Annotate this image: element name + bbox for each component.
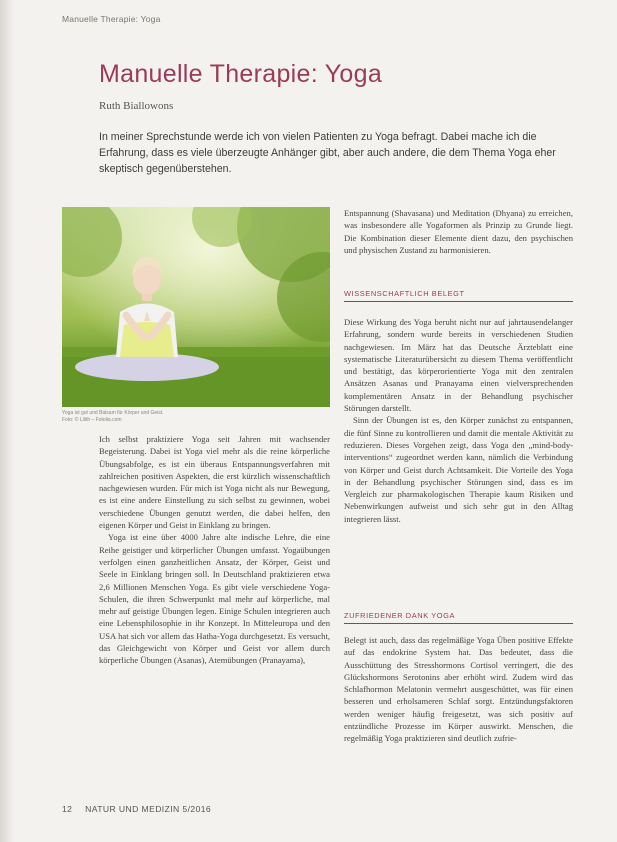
page-number: 12 [62,804,73,814]
right-column-top [344,207,573,256]
article-author: Ruth Biallowons [99,100,174,112]
section-heading-zufriedener: ZUFRIEDENER DANK YOGA [344,611,573,624]
left-column [99,433,330,667]
article-title: Manuelle Therapie: Yoga [99,60,383,88]
body-paragraph: Belegt ist auch, dass das regelmäßige Yoga Üben positive Effekte auf das endokrine System hat. Das bedeutet, dass die Ausschüttung des Stresshormons Cortisol verringert, die des Glückshormons Serotonins aber erhöht wird. Zudem wird das Schlafhormon Melatonin vermehrt ausgeschüttet, was für einen besseren und erholsameren Schlaf sorgt. Entzündungsfaktoren werden weniger häufig freigesetzt, was sich positiv auf entzündliche Prozesse im Körper auswirkt. Menschen, die regelmäßig Yoga praktizieren sind deutlich zufrie- [344,635,573,744]
magazine-issue: NATUR UND MEDIZIN 5/2016 [85,804,212,814]
section1-body [344,316,573,525]
running-head: Manuelle Therapie: Yoga [62,14,161,24]
article-lead: In meiner Sprechstunde werde ich von vielen Patienten zu Yoga befragt. Dabei mache ich die Erfahrung, dass es viele überzeugte Anhänger gibt, aber auch andere, die dem Thema Yoga eher skeptisch gegenüberstehen. [99,131,556,175]
body-paragraph: Diese Wirkung des Yoga beruht nicht nur auf jahrtausendelanger Erfahrung, sondern wurde bereits in verschiedenen Studien nachgewiesen. Im März hat das Deutsche Ärzteblatt eine systematische Literaturübersicht zu diesem Thema veröffentlicht und bestätigt, das körperorientierte Yoga mit den zentralen Ansätzen Asanas und Pranayama einen vielversprechenden komplementären Ansatz in der Behandlung psychischer Störungen darstellt. [344,317,573,414]
photo-caption: Yoga ist gut und Balsam für Körper und Geist. Foto: © Lilith – Fotolia.com [62,410,164,423]
section2-body [344,634,573,745]
body-paragraph: Ich selbst praktiziere Yoga seit Jahren mit wachsender Begeisterung. Dabei ist Yoga viel mehr als die reine körperliche Übungsabfolge, es ist ein überaus Entspannungsverfahren mit zahlreichen positiven Aspekten, die erst kürzlich wissenschaftlich nachgewiesen wurden. Für mich ist Yoga nicht als nur Bewegung, es ist eine andere Einstellung zu sich selbst zu gewinnen, wobei verschiedene Übungen genutzt werden, die dabei helfen, den eigenen Körper und Geist in Einklang zu bringen. [99,434,330,531]
yoga-photo [62,207,330,407]
page-edge-shadow [0,0,14,842]
yoga-woman-illustration [62,207,330,407]
section-heading-wissenschaftlich: WISSENSCHAFTLICH BELEGT [344,289,573,302]
body-paragraph: Yoga ist eine über 4000 Jahre alte indische Lehre, die eine Reihe geistiger und körperlicher Übungen umfasst. Yogaübungen verfolgen einen ganzheitlichen Ansatz, der Körper, Geist und Seele in Einklang bringen soll. In Deutschland praktizieren etwa 2,6 Millionen Menschen Yoga. Es gibt viele verschiedene Yoga-Schulen, die ihren Schwerpunkt mal mehr auf körperliche, mal mehr auf geistige Übungen legen. Einige Schulen integrieren auch eine Lebensphilosophie in ihr Konzept. In Mitteleuropa und den USA hat sich vor allem das Hatha-Yoga durchgesetzt. Es versucht, das Gleichgewicht von Körper und Geist vor allem durch körperliche Übungen (Asanas), Atemübungen (Pranayama), [99,532,330,666]
body-paragraph: Entspannung (Shavasana) und Meditation (Dhyana) zu erreichen, was insbesondere alle Yogaformen als Prinzip zu Grunde liegt. Die Kombination dieser Elemente dient dazu, den psychischen und physischen Zustand zu harmonisieren. [344,208,573,255]
body-paragraph: Sinn der Übungen ist es, den Körper zunächst zu entspannen, die fünf Sinne zu kontrollieren und damit die mentale Aktivität zu reduzieren. Dieses Vorgehen zeigt, dass Yoga den „mind-body-interventions“ zugeordnet werden kann, nämlich die Verbindung von Körper und Geist durch Achtsamkeit. Die Vorteile des Yoga in der Behandlung psychischer Störungen sind, dass es im Vergleich zur pharmakologischen Therapie kaum Risiken und Nebenwirkungen aufweist und sich sehr gut in den Alltag integrieren lässt. [344,415,573,524]
page-footer [62,804,211,814]
